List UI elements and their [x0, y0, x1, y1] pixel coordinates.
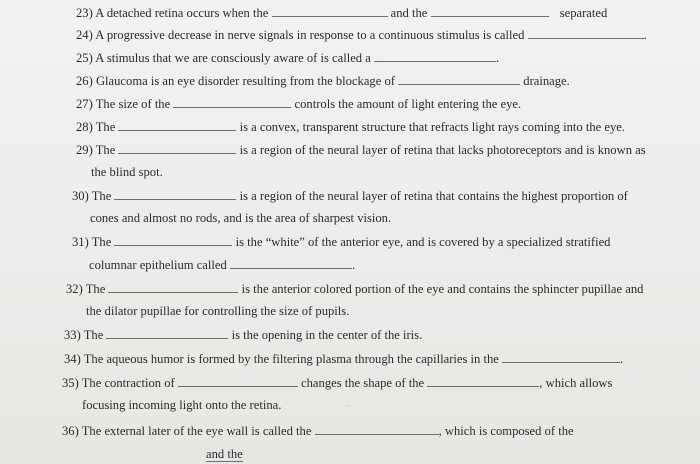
answer-blank-26[interactable]: [398, 73, 520, 85]
question-23: 23) A detached retina occurs when the and the separated: [76, 6, 608, 20]
answer-blank-29[interactable]: [118, 142, 236, 154]
question-36-continued: and the: [206, 447, 243, 461]
question-27: 27) The size of the controls the amount of light entering the eye.: [76, 97, 522, 111]
answer-blank-23b[interactable]: [431, 5, 549, 17]
answer-blank-33[interactable]: [106, 327, 228, 339]
question-32: 32) The is the anterior colored portion of the eye and contains the sphincter pupillae and: [66, 282, 644, 296]
question-32-continued: the dilator pupillae for controlling the size of pupils.: [86, 304, 350, 318]
answer-blank-35a[interactable]: [178, 375, 298, 387]
answer-blank-25[interactable]: [374, 50, 496, 62]
answer-blank-27[interactable]: [173, 96, 291, 108]
answer-blank-35b[interactable]: [427, 375, 539, 387]
question-26: 26) Glaucoma is an eye disorder resulting from the blockage of drainage.: [76, 74, 570, 88]
question-35: 35) The contraction of changes the shape of the , which allows: [62, 376, 613, 390]
answer-blank-36a[interactable]: [315, 423, 439, 435]
question-35-continued: focusing incoming light onto the retina.: [82, 398, 282, 412]
question-34: 34) The aqueous humor is formed by the filtering plasma through the capillaries in the .: [64, 352, 624, 366]
answer-blank-31a[interactable]: [114, 234, 232, 246]
answer-blank-30[interactable]: [114, 188, 236, 200]
question-28: 28) The is a convex, transparent structure that refracts light rays coming into the eye.: [76, 120, 626, 134]
question-30: 30) The is a region of the neural layer of retina that contains the highest proportion of: [72, 189, 628, 203]
question-31: 31) The is the “white” of the anterior eye, and is covered by a specialized stratified: [72, 235, 611, 249]
question-29-continued: the blind spot.: [91, 165, 163, 179]
answer-blank-31b[interactable]: [230, 257, 352, 269]
question-25: 25) A stimulus that we are consciously aware of is called a .: [76, 51, 500, 65]
question-31-continued: columnar epithelium called .: [89, 258, 356, 272]
question-30-continued: cones and almost no rods, and is the area of sharpest vision.: [90, 211, 392, 225]
answer-blank-28[interactable]: [118, 119, 236, 131]
question-36: 36) The external later of the eye wall is called the , which is composed of the: [62, 424, 574, 438]
question-29: 29) The is a region of the neural layer of retina that lacks photoreceptors and is known as: [76, 143, 646, 157]
answer-blank-23a[interactable]: [272, 5, 388, 17]
question-24: 24) A progressive decrease in nerve signals in response to a continuous stimulus is called .: [76, 28, 647, 42]
question-33: 33) The is the opening in the center of the iris.: [64, 328, 423, 342]
answer-blank-24[interactable]: [528, 27, 644, 39]
answer-blank-34[interactable]: [502, 351, 620, 363]
scan-smudge-mark: ··: [346, 401, 352, 411]
answer-blank-32[interactable]: [108, 281, 238, 293]
